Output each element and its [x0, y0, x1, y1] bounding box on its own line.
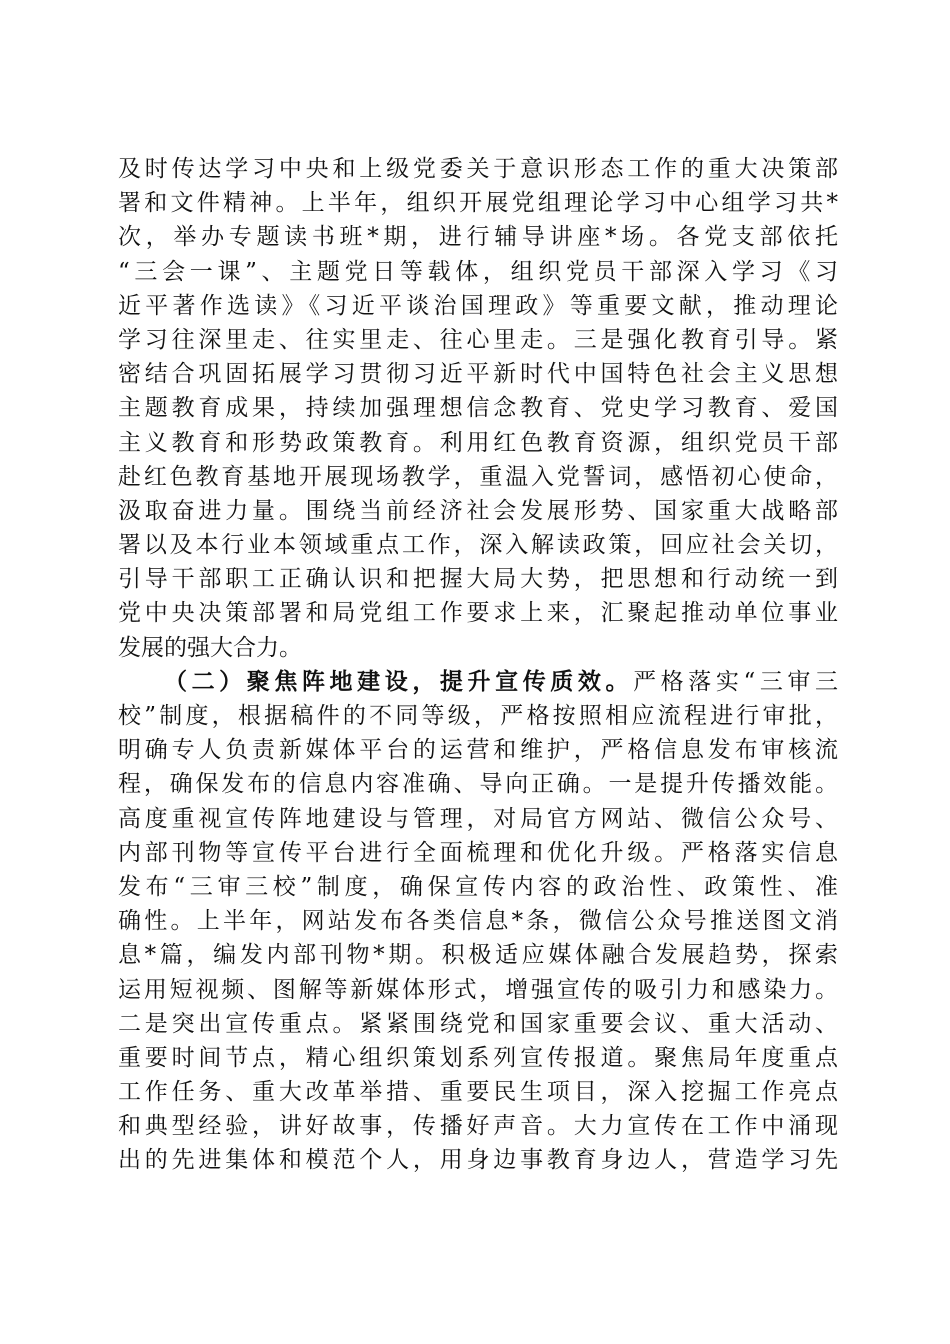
text-line: 工作任务、重大改革举措、重要民生项目，深入挖掘工作亮点: [118, 1079, 838, 1106]
paragraph-1: [118, 152, 838, 665]
paragraph-2: [118, 665, 838, 1178]
text-line: 近平著作选读》《习近平谈治国理政》等重要文献，推动理论: [118, 292, 838, 319]
text-line: 密结合巩固拓展学习贯彻习近平新时代中国特色社会主义思想: [118, 361, 838, 388]
text-line: 二是突出宣传重点。紧紧围绕党和国家重要会议、重大活动、: [118, 1010, 838, 1037]
heading-line-rest: 严格落实“三审三: [633, 668, 839, 695]
text-line: 校”制度，根据稿件的不同等级，严格按照相应流程进行审批，: [118, 703, 838, 729]
text-line: 出的先进集体和模范个人，用身边事教育身边人，营造学习先: [118, 1147, 838, 1174]
text-line: 署和文件精神。上半年，组织开展党组理论学习中心组学习共*: [118, 190, 838, 217]
text-line: 主题教育成果，持续加强理想信念教育、党史学习教育、爱国: [118, 395, 838, 422]
text-line: 赴红色教育基地开展现场教学，重温入党誓词，感悟初心使命，: [118, 463, 838, 490]
text-line: 运用短视频、图解等新媒体形式，增强宣传的吸引力和感染力。: [118, 976, 838, 1003]
text-line: 引导干部职工正确认识和把握大局大势，把思想和行动统一到: [118, 566, 838, 593]
section-heading: （二）聚焦阵地建设，提升宣传质效。: [164, 667, 634, 695]
body-text: [118, 152, 838, 1178]
text-line: 发布“三审三校”制度，确保宣传内容的政治性、政策性、准: [118, 873, 838, 900]
text-line: 党中央决策部署和局党组工作要求上来，汇聚起推动单位事业: [118, 600, 838, 627]
text-line: 和典型经验，讲好故事，传播好声音。大力宣传在工作中涌现: [118, 1113, 838, 1140]
text-line: 程，确保发布的信息内容准确、导向正确。一是提升传播效能。: [118, 771, 838, 798]
text-line: 主义教育和形势政策教育。利用红色教育资源，组织党员干部: [118, 429, 838, 456]
text-line: 及时传达学习中央和上级党委关于意识形态工作的重大决策部: [118, 156, 838, 182]
text-line: 发展的强大合力。: [118, 634, 302, 661]
text-line: 重要时间节点，精心组织策划系列宣传报道。聚焦局年度重点: [118, 1044, 838, 1071]
text-line: 署以及本行业本领域重点工作，深入解读政策，回应社会关切，: [118, 532, 838, 559]
text-line: 内部刊物等宣传平台进行全面梳理和优化升级。严格落实信息: [118, 839, 838, 866]
text-line: “三会一课”、主题党日等载体，组织党员干部深入学习《习: [118, 258, 838, 285]
text-line: 汲取奋进力量。围绕当前经济社会发展形势、国家重大战略部: [118, 497, 838, 524]
text-line: 学习往深里走、往实里走、往心里走。三是强化教育引导。紧: [118, 326, 838, 353]
text-line: 息*篇，编发内部刊物*期。积极适应媒体融合发展趋势，探索: [118, 942, 838, 969]
paragraph-first-line: [118, 665, 838, 699]
text-line: 高度重视宣传阵地建设与管理，对局官方网站、微信公众号、: [118, 805, 838, 832]
text-line: 次，举办专题读书班*期，进行辅导讲座*场。各党支部依托: [118, 224, 838, 251]
text-line: 确性。上半年，网站发布各类信息*条，微信公众号推送图文消: [118, 908, 838, 935]
text-line: 明确专人负责新媒体平台的运营和维护，严格信息发布审核流: [118, 737, 838, 764]
